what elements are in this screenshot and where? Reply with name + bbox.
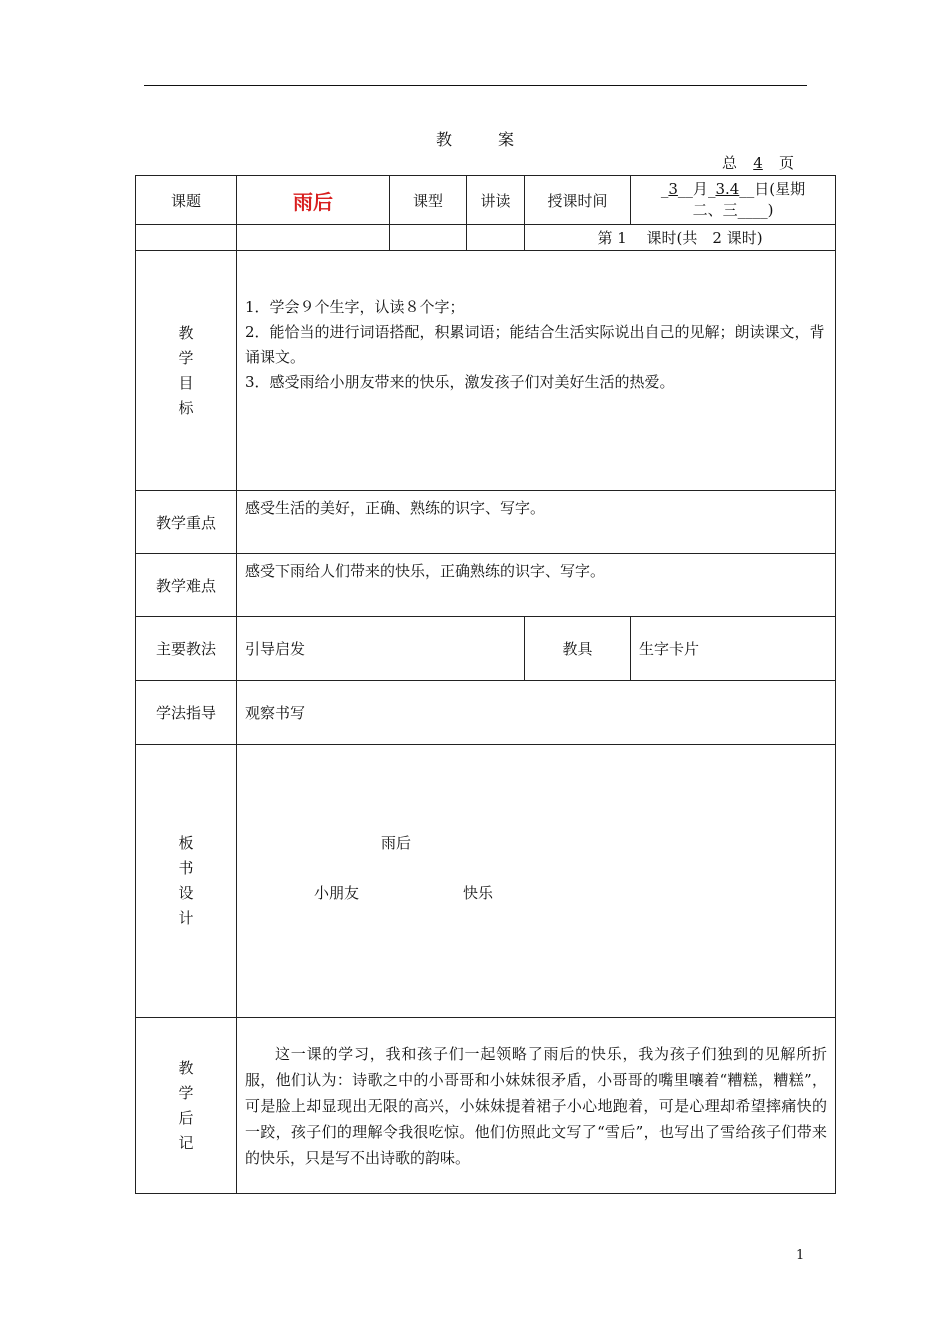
board-label-char: 计 — [178, 909, 194, 927]
row-study — [136, 681, 836, 745]
date-week: 二、三 — [692, 201, 738, 219]
board-label-char: 书 — [178, 859, 194, 877]
method-value: 引导启发 — [237, 617, 525, 681]
date-month: 3 — [668, 180, 678, 198]
type-value: 讲读 — [467, 176, 525, 225]
goal-item: 2．能恰当的进行词语搭配，积累词语；能结合生活实际说出自己的见解；朗读课文，背诵课文。 — [245, 322, 825, 366]
reflection-label-char: 后 — [178, 1108, 194, 1127]
date-month-unit: 月 — [692, 180, 708, 198]
board-title: 雨后 — [381, 834, 412, 852]
row-session — [136, 225, 836, 251]
title-char-1: 教 — [435, 130, 452, 149]
goal-item: 1．学会９个生字，认读８个字； — [245, 297, 465, 316]
board-design — [237, 745, 836, 1018]
page-number: 1 — [796, 1248, 805, 1263]
tools-value: 生字卡片 — [631, 617, 836, 681]
method-label: 主要教法 — [136, 617, 237, 681]
topic-label: 课题 — [136, 176, 237, 225]
reflection-label-char: 学 — [178, 1083, 194, 1102]
row-goals — [136, 251, 836, 491]
reflection-content — [237, 1018, 836, 1194]
row-difficulty — [136, 554, 836, 617]
difficulty-label: 教学难点 — [136, 554, 237, 617]
study-value: 观察书写 — [237, 681, 836, 745]
reflection-label-char: 记 — [178, 1133, 194, 1152]
time-label: 授课时间 — [525, 176, 631, 225]
date-rest: 日(星期 — [754, 180, 806, 198]
row-topic — [136, 176, 836, 225]
board-right-text: 快乐 — [463, 884, 494, 902]
goals-label-char: 学 — [178, 348, 194, 367]
header-rule — [144, 85, 807, 86]
board-label-char: 板 — [178, 834, 194, 852]
total-pages — [722, 152, 794, 173]
row-method — [136, 617, 836, 681]
document-title — [0, 127, 950, 150]
goals-label — [136, 251, 237, 491]
pages-prefix: 总 — [722, 154, 738, 172]
date-value: _3__月_3.4__日(星期 二、三____) — [631, 176, 836, 225]
pages-number: 4 — [753, 154, 763, 172]
date-day: 3.4 — [715, 180, 740, 198]
tools-label: 教具 — [525, 617, 631, 681]
type-label: 课型 — [390, 176, 467, 225]
reflection-label-char: 教 — [178, 1058, 194, 1077]
board-label — [136, 745, 237, 1018]
goal-item: 3．感受雨给小朋友带来的快乐，激发孩子们对美好生活的热爱。 — [245, 372, 675, 391]
key-points-label: 教学重点 — [136, 491, 237, 554]
row-key-points — [136, 491, 836, 554]
goals-label-char: 标 — [178, 398, 194, 417]
row-reflection — [136, 1018, 836, 1194]
row-board — [136, 745, 836, 1018]
title-char-2: 案 — [498, 130, 515, 149]
goals-content — [237, 251, 836, 491]
lesson-plan-table — [135, 175, 836, 1194]
session-count: 第 1 课时(共 2 课时) — [525, 225, 836, 251]
reflection-label — [136, 1018, 237, 1194]
pages-number-slot — [737, 154, 779, 172]
pages-suffix: 页 — [779, 154, 795, 172]
date-close: ) — [767, 201, 774, 219]
board-left-text: 小朋友 — [314, 884, 360, 902]
reflection-text: 这一课的学习，我和孩子们一起领略了雨后的快乐，我为孩子们独到的见解所折服，他们认为：诗歌之中的小哥哥和小妹妹很矛盾，小哥哥的嘴里嚷着“糟糕，糟糕”，可是脸上却显现出无限的高兴，小妹妹提着裙子小心地跑着，可是心理却希望摔痛快的一跤，孩子们的理解令我很吃惊。他们仿照此文写了“雪后”，也写出了雪给孩子们带来的快乐，只是写不出诗歌的韵味。 — [245, 1044, 828, 1167]
key-points-value: 感受生活的美好，正确、熟练的识字、写字。 — [237, 491, 836, 554]
difficulty-value: 感受下雨给人们带来的快乐，正确熟练的识字、写字。 — [237, 554, 836, 617]
topic-value: 雨后 — [237, 176, 390, 225]
goals-label-char: 目 — [178, 373, 194, 392]
study-label: 学法指导 — [136, 681, 237, 745]
board-label-char: 设 — [178, 884, 194, 902]
goals-label-char: 教 — [178, 323, 194, 342]
